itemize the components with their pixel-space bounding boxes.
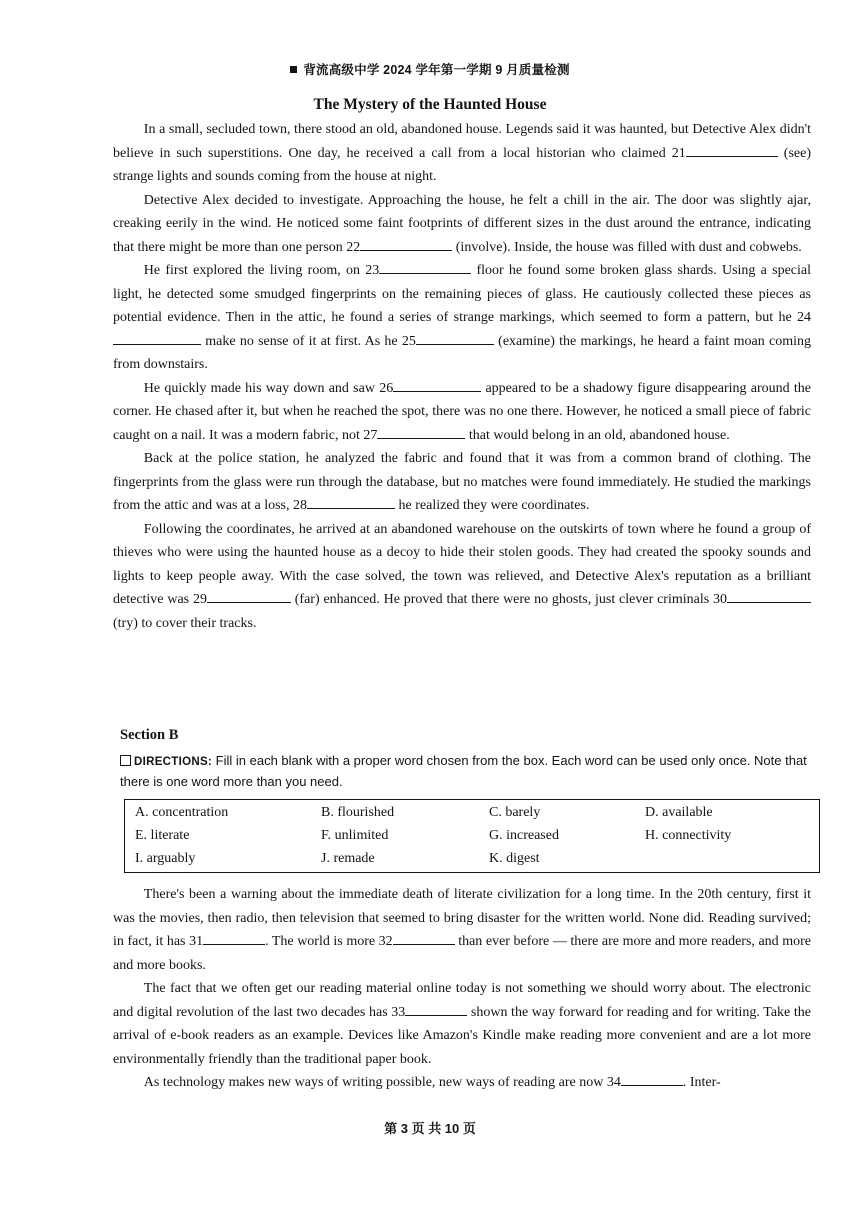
page-footer: 第 3 页 共 10 页: [384, 1121, 476, 1136]
blank-29[interactable]: [207, 588, 291, 603]
blank-22[interactable]: [360, 236, 452, 251]
blank-number-34: 34: [606, 1075, 621, 1090]
word-option: B. flourished: [321, 805, 395, 820]
blank-number-31: 31: [189, 934, 204, 949]
directions: [120, 751, 815, 792]
blank-number-33: 33: [391, 1004, 406, 1020]
blank-25[interactable]: [416, 330, 494, 345]
word-option: H. connectivity: [645, 828, 732, 843]
blank-number-32: 32: [378, 934, 393, 949]
word-option: J. remade: [321, 851, 375, 866]
word-option: K. digest: [489, 851, 540, 866]
blank-31[interactable]: [203, 930, 265, 945]
section-b-title: Section B: [120, 727, 179, 743]
blank-33[interactable]: [405, 1001, 467, 1016]
blank-number-21: 21: [671, 145, 686, 161]
paragraph-b3: As technology makes new ways of writing possible, new ways of reading are now 34 . Inter-: [113, 1071, 811, 1095]
paragraph-5: Back at the police station, he analyzed the fabric and found that it was from a common brand of clothing. The fingerprints from the glass were run through the database, but no matches were found immediately. He studied the markings from the attic and was at a loss, 28 he realized they were coordinates.: [113, 451, 811, 513]
passage-b: [113, 883, 811, 1095]
checkbox-icon: [120, 755, 131, 766]
passage-a: [113, 118, 811, 635]
paragraph-1: In a small, secluded town, there stood an old, abandoned house. Legends said it was haunted, but Detective Alex didn't believe in such superstitions. One day, he received a call from a local historian who claimed 21 (see) strange lights and sounds coming from the house at night.: [113, 122, 811, 184]
paragraph-4: He quickly made his way down and saw 26 appeared to be a shadowy figure disappearing around the corner. He chased after it, but when he reached the spot, there was no one there. However, he noticed a small piece of fabric caught on a nail. It was a modern fabric, not 27 that would belong in an old, abandoned house.: [113, 377, 811, 448]
word-option: G. increased: [489, 828, 559, 843]
page-header: [0, 60, 860, 78]
blank-number-29: 29: [192, 592, 207, 607]
blank-28[interactable]: [307, 494, 395, 509]
blank-number-22: 22: [346, 239, 361, 255]
blank-26[interactable]: [393, 377, 481, 392]
square-bullet-icon: [290, 66, 297, 73]
word-option: F. unlimited: [321, 828, 389, 843]
word-option: C. barely: [489, 805, 541, 820]
blank-number-24: 24: [797, 310, 811, 325]
header-text: 背流高级中学 2024 学年第一学期 9 月质量检测: [303, 63, 570, 77]
blank-number-23: 23: [365, 263, 380, 278]
blank-32[interactable]: [393, 930, 455, 945]
directions-label: DIRECTIONS:: [134, 756, 213, 768]
blank-number-27: 27: [363, 427, 378, 443]
paragraph-2: Detective Alex decided to investigate. Approaching the house, he felt a chill in the air. The door was slightly ajar, creaking eerily in the wind. He noticed some faint footprints of different sizes in the dust around the entrance, indicating that there might be more than one person 22 (involve). Inside, the house was filled with dust and cobwebs.: [113, 192, 811, 255]
blank-21[interactable]: [686, 142, 778, 157]
passage-title: The Mystery of the Haunted House: [313, 96, 547, 113]
blank-number-30: 30: [713, 592, 727, 607]
word-option: A. concentration: [135, 805, 229, 820]
word-option: E. literate: [135, 828, 190, 843]
paragraph-3: He first explored the living room, on 23 floor he found some broken glass shards. Using a special light, he detected some smudged fingerprints on the remaining pieces of glass. He cautiously collected these pieces as potential evidence. Then in the attic, he found a series of strange markings, which seemed to form a pattern, but he 24 make no sense of it at first. As he 25 (examine) the markings, he heard a faint moan coming from downstairs.: [113, 259, 811, 377]
blank-30[interactable]: [727, 588, 811, 603]
blank-number-25: 25: [401, 333, 416, 349]
blank-23[interactable]: [379, 259, 471, 274]
blank-number-28: 28: [293, 498, 308, 513]
paragraph-b1: There's been a warning about the immediate death of literate civilization for a long time. In the 20th century, first it was the movies, then radio, then television that seemed to bring disaster for the written world. None did. Reading survived; in fact, it has 31 . The world is more 32 than ever before — there are more and more readers, and more and more books.: [113, 887, 812, 973]
word-box: [124, 799, 820, 873]
word-option: I. arguably: [135, 851, 196, 866]
paragraph-b2: The fact that we often get our reading material online today is not something we should worry about. The electronic and digital revolution of the last two decades has 33 shown the way forward for reading and for writing. Take the arrival of e-book readers as an example. Devices like Amazon's Kindle make reading more convenient and are a lot more environmentally friendly than the traditional paper book.: [113, 981, 811, 1067]
blank-27[interactable]: [377, 424, 465, 439]
word-option: D. available: [645, 805, 713, 820]
blank-34[interactable]: [621, 1071, 683, 1086]
paragraph-6: Following the coordinates, he arrived at an abandoned warehouse on the outskirts of town where he found a group of thieves who were using the haunted house as a decoy to hide their stolen goods. They had created the spooky sounds and lights to keep people away. With the case solved, the town was relieved, and Detective Alex's reputation as a brilliant detective was 29 (far) enhanced. He proved that there were no ghosts, just clever criminals 30 (try) to cover their tracks.: [113, 521, 811, 631]
blank-number-26: 26: [379, 380, 394, 396]
blank-24[interactable]: [113, 330, 201, 345]
directions-text: Fill in each blank with a proper word chosen from the box. Each word can be used only once. Note that there is one word more than you need.: [120, 753, 807, 789]
